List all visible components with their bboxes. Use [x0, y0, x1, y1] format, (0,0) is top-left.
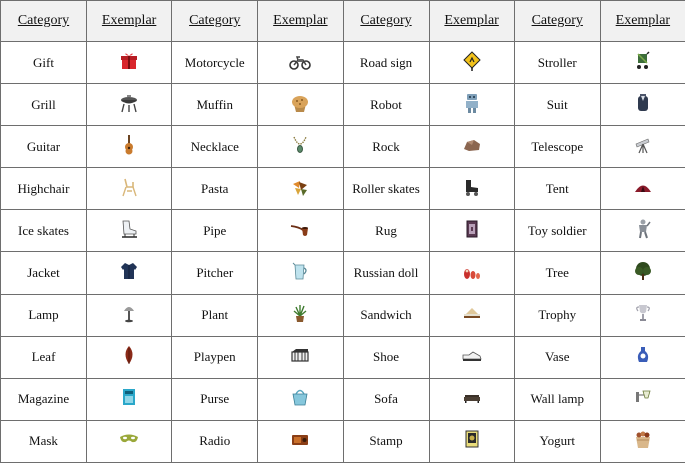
table-row [1, 378, 685, 420]
exemplar-cell [600, 294, 685, 336]
exemplar-cell [600, 42, 685, 84]
category-cell: Purse [172, 378, 258, 420]
exemplar-cell [429, 420, 514, 462]
exemplar-cell [600, 210, 685, 252]
exemplar-cell [87, 126, 172, 168]
category-cell: Roller skates [343, 168, 429, 210]
table-row [1, 210, 685, 252]
jacket-icon [118, 260, 140, 282]
category-cell: Pitcher [172, 252, 258, 294]
shoe-icon [461, 344, 483, 366]
wall-lamp-icon [632, 386, 654, 408]
exemplar-cell [429, 378, 514, 420]
category-cell: Plant [172, 294, 258, 336]
muffin-icon [289, 92, 311, 114]
ice-skates-icon [118, 218, 140, 240]
magazine-icon [118, 386, 140, 408]
column-header-category: Category [172, 1, 258, 42]
exemplar-cell [258, 378, 343, 420]
header-row [1, 1, 685, 42]
category-cell: Road sign [343, 42, 429, 84]
telescope-icon [632, 134, 654, 156]
exemplar-cell [429, 252, 514, 294]
exemplar-cell [87, 420, 172, 462]
russian-doll-icon [461, 260, 483, 282]
exemplar-cell [429, 126, 514, 168]
necklace-icon [289, 134, 311, 156]
yogurt-icon [632, 428, 654, 450]
category-cell: Russian doll [343, 252, 429, 294]
category-cell: Ice skates [1, 210, 87, 252]
category-cell: Leaf [1, 336, 87, 378]
column-header-exemplar: Exemplar [258, 1, 343, 42]
category-cell: Toy soldier [514, 210, 600, 252]
category-cell: Necklace [172, 126, 258, 168]
table-row [1, 126, 685, 168]
category-cell: Magazine [1, 378, 87, 420]
table-row [1, 252, 685, 294]
category-cell: Gift [1, 42, 87, 84]
sofa-icon [461, 386, 483, 408]
category-cell: Radio [172, 420, 258, 462]
category-cell: Shoe [343, 336, 429, 378]
category-cell: Suit [514, 84, 600, 126]
table-row [1, 168, 685, 210]
category-cell: Sofa [343, 378, 429, 420]
suit-icon [632, 92, 654, 114]
pasta-icon [289, 176, 311, 198]
tent-icon [632, 176, 654, 198]
exemplar-cell [429, 336, 514, 378]
tree-icon [632, 260, 654, 282]
rock-icon [461, 134, 483, 156]
category-cell: Motorcycle [172, 42, 258, 84]
exemplar-cell [258, 126, 343, 168]
category-cell: Rug [343, 210, 429, 252]
motorcycle-icon [289, 50, 311, 72]
category-cell: Rock [343, 126, 429, 168]
column-header-category: Category [514, 1, 600, 42]
grill-icon [118, 92, 140, 114]
table-row [1, 42, 685, 84]
exemplar-cell [258, 294, 343, 336]
table-body [1, 42, 685, 463]
exemplar-cell [87, 210, 172, 252]
category-cell: Mask [1, 420, 87, 462]
exemplar-cell [87, 294, 172, 336]
category-cell: Tent [514, 168, 600, 210]
category-cell: Yogurt [514, 420, 600, 462]
lamp-icon [118, 302, 140, 324]
pipe-icon [289, 218, 311, 240]
category-cell: Robot [343, 84, 429, 126]
plant-icon [289, 302, 311, 324]
exemplar-cell [600, 84, 685, 126]
guitar-icon [118, 134, 140, 156]
exemplar-cell [600, 420, 685, 462]
exemplar-cell [258, 336, 343, 378]
purse-icon [289, 386, 311, 408]
table-row [1, 336, 685, 378]
exemplar-cell [258, 84, 343, 126]
category-cell: Pasta [172, 168, 258, 210]
stamp-icon [461, 428, 483, 450]
road-sign-icon [461, 50, 483, 72]
category-cell: Telescope [514, 126, 600, 168]
exemplar-cell [429, 294, 514, 336]
mask-icon [118, 428, 140, 450]
category-cell: Stamp [343, 420, 429, 462]
exemplar-cell [600, 336, 685, 378]
column-header-category: Category [343, 1, 429, 42]
rug-icon [461, 218, 483, 240]
category-cell: Highchair [1, 168, 87, 210]
exemplar-cell [600, 168, 685, 210]
exemplar-cell [87, 42, 172, 84]
exemplar-cell [87, 336, 172, 378]
vase-icon [632, 344, 654, 366]
playpen-icon [289, 344, 311, 366]
exemplar-cell [600, 126, 685, 168]
exemplar-cell [87, 84, 172, 126]
exemplar-cell [258, 210, 343, 252]
exemplar-cell [429, 168, 514, 210]
exemplar-cell [600, 252, 685, 294]
column-header-exemplar: Exemplar [600, 1, 685, 42]
robot-icon [461, 92, 483, 114]
category-cell: Jacket [1, 252, 87, 294]
category-cell: Trophy [514, 294, 600, 336]
table-row [1, 84, 685, 126]
sandwich-icon [461, 302, 483, 324]
category-cell: Lamp [1, 294, 87, 336]
column-header-exemplar: Exemplar [429, 1, 514, 42]
category-cell: Guitar [1, 126, 87, 168]
stroller-icon [632, 50, 654, 72]
highchair-icon [118, 176, 140, 198]
table-row [1, 294, 685, 336]
pitcher-icon [289, 260, 311, 282]
exemplar-cell [258, 420, 343, 462]
toy-soldier-icon [632, 218, 654, 240]
exemplar-cell [600, 378, 685, 420]
category-cell: Vase [514, 336, 600, 378]
column-header-exemplar: Exemplar [87, 1, 172, 42]
category-cell: Sandwich [343, 294, 429, 336]
category-cell: Muffin [172, 84, 258, 126]
exemplar-cell [87, 378, 172, 420]
table-row [1, 420, 685, 462]
exemplar-cell [429, 42, 514, 84]
exemplar-cell [429, 210, 514, 252]
category-cell: Tree [514, 252, 600, 294]
exemplar-cell [429, 84, 514, 126]
column-header-category: Category [1, 1, 87, 42]
exemplar-cell [258, 252, 343, 294]
category-cell: Grill [1, 84, 87, 126]
category-cell: Stroller [514, 42, 600, 84]
exemplar-cell [258, 168, 343, 210]
roller-skates-icon [461, 176, 483, 198]
category-cell: Wall lamp [514, 378, 600, 420]
category-cell: Playpen [172, 336, 258, 378]
exemplar-cell [87, 168, 172, 210]
radio-icon [289, 428, 311, 450]
exemplar-cell [258, 42, 343, 84]
leaf-icon [118, 344, 140, 366]
gift-icon [118, 50, 140, 72]
exemplar-cell [87, 252, 172, 294]
trophy-icon [632, 302, 654, 324]
category-cell: Pipe [172, 210, 258, 252]
